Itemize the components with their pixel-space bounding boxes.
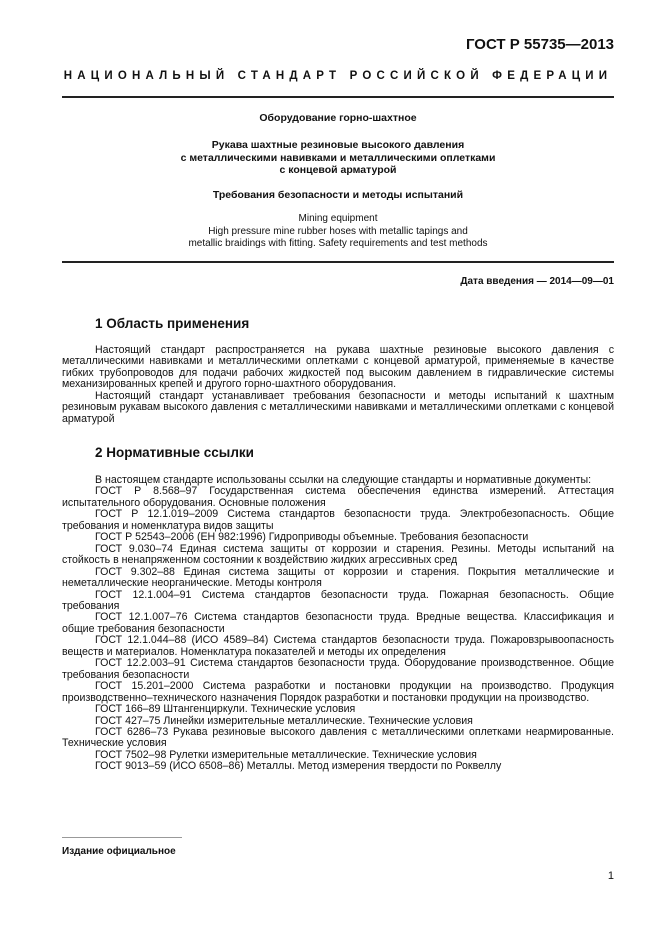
reference-item: ГОСТ 9013–59 (ИСО 6508–86) Металлы. Метод измерения твердости по Роквеллу [95, 760, 502, 773]
title-english [62, 213, 614, 251]
reference-item: ГОСТ 7502–98 Рулетки измерительные металлические. Технические условия [95, 748, 477, 761]
reference-item: ГОСТ 166–89 Штангенциркули. Технические условия [95, 703, 356, 716]
section-2-heading: 2 Нормативные ссылки [95, 445, 254, 460]
title-english-line: Mining equipment [298, 213, 378, 224]
title-sub: Требования безопасности и методы испытаний [212, 189, 464, 201]
section-1-heading: 1 Область применения [95, 316, 250, 331]
reference-item: ГОСТ 15.201–2000 Система разработки и постановки продукции на производство. Продукция производственно–технического назначения Порядок разработки и постановки продукции на производство. [62, 680, 614, 704]
reference-item: ГОСТ Р 12.1.019–2009 Система стандартов безопасности труда. Электробезопасность. Общие требования и номенклатура видов защиты [62, 508, 614, 532]
document-code: ГОСТ Р 55735—2013 [465, 36, 614, 53]
footer-divider [62, 837, 182, 838]
reference-item: ГОСТ Р 8.568–97 Государственная система обеспечения единства измерений. Аттестация испытательного оборудования. Основные положения [62, 485, 614, 509]
effective-date: Дата введения — 2014—09—01 [460, 276, 614, 287]
reference-item: ГОСТ 6286–73 Рукава резиновые высокого давления с металлическими оплетками неармированные. Технические условия [62, 725, 614, 750]
page-number: 1 [607, 870, 614, 882]
reference-item: ГОСТ 427–75 Линейки измерительные металлические. Технические условия [95, 714, 473, 727]
divider-bottom [62, 261, 614, 263]
official-edition-note: Издание официальное [62, 846, 176, 857]
section-2-body [62, 475, 614, 773]
section-1-body [62, 345, 614, 425]
reference-item: ГОСТ Р 52543–2006 (ЕН 982:1996) Гидроприводы объемные. Требования безопасности [95, 531, 529, 544]
title-english-line: metallic braidings with fitting. Safety requirements and test methods [188, 238, 488, 249]
paragraph: Настоящий стандарт устанавливает требования безопасности и методы испытаний к шахтным резиновым рукавам высокого давления с металлическими навивками и металлическими оплетками с концевой арматурой [62, 389, 614, 425]
title-main [62, 139, 614, 177]
reference-item: ГОСТ 9.302–88 Единая система защиты от коррозии и старения. Покрытия металлические и неметаллические неорганические. Методы контроля [62, 565, 614, 590]
title-main-line: Рукава шахтные резиновые высокого давления [211, 139, 465, 151]
paragraph: В настоящем стандарте использованы ссылки на следующие стандарты и нормативные документы: [95, 474, 592, 486]
reference-item: ГОСТ 9.030–74 Единая система защиты от коррозии и старения. Резины. Методы испытаний на стойкость в ненапряженном состоянии к воздействию жидких агрессивных сред [62, 542, 614, 567]
national-standard-banner: НАЦИОНАЛЬНЫЙ СТАНДАРТ РОССИЙСКОЙ ФЕДЕРАЦИИ [63, 70, 613, 82]
reference-item: ГОСТ 12.2.003–91 Система стандартов безопасности труда. Оборудование производственное. Общие требования безопасности [62, 657, 614, 681]
title-main-line: с металлическими навивками и металлическими оплетками [180, 151, 496, 164]
divider-top [62, 96, 614, 98]
paragraph: Настоящий стандарт распространяется на рукава шахтные резиновые высокого давления с металлическими навивками и металлическими оплетками с концевой арматурой, применяемые в качестве гибких трубопроводов для подачи рабочих жидкостей под высоким давлением в гидравлические системы механизированных крепей и другого горно-шахтного оборудования. [62, 344, 614, 391]
title-category: Оборудование горно-шахтное [259, 112, 417, 124]
reference-item: ГОСТ 12.1.007–76 Система стандартов безопасности труда. Вредные вещества. Классификация и общие требования безопасности [62, 611, 614, 635]
title-english-line: High pressure mine rubber hoses with metallic tapings and [208, 225, 468, 237]
reference-item: ГОСТ 12.1.004–91 Система стандартов безопасности труда. Пожарная безопасность. Общие требования [62, 588, 614, 612]
reference-item: ГОСТ 12.1.044–88 (ИСО 4589–84) Система стандартов безопасности труда. Пожаровзрывоопасность веществ и материалов. Номенклатура показателей и методы их определения [62, 634, 614, 658]
title-main-line: с концевой арматурой [279, 164, 397, 176]
